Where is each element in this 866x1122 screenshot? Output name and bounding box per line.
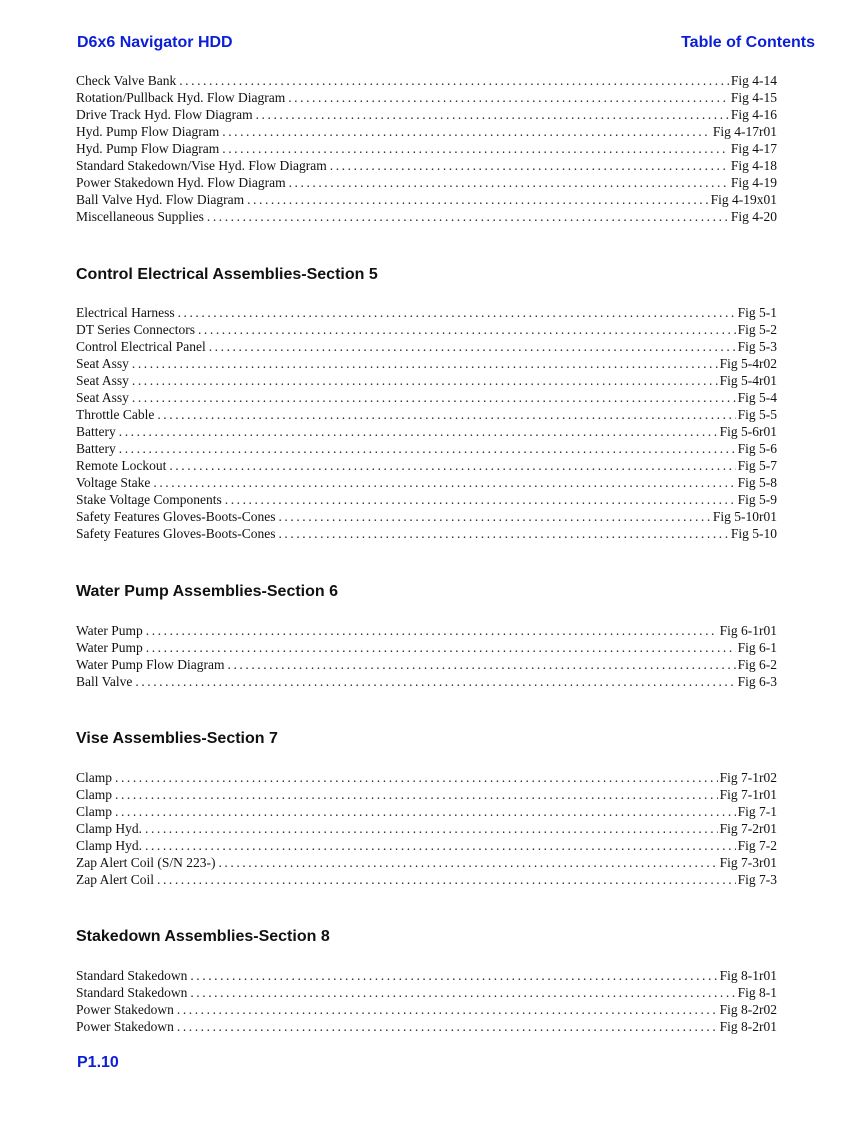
toc-entry-title: Electrical Harness xyxy=(76,305,175,320)
toc-entry-figure: Fig 4-16 xyxy=(730,107,777,122)
toc-entry[interactable] xyxy=(76,72,777,89)
toc-entry-figure: Fig 4-19 xyxy=(730,175,777,190)
toc-entry[interactable] xyxy=(76,440,777,457)
dot-leader xyxy=(157,871,736,888)
toc-entry-figure: Fig 4-14 xyxy=(730,73,777,88)
toc-entry[interactable] xyxy=(76,508,777,525)
toc-entry-figure: Fig 7-2r01 xyxy=(719,821,777,836)
toc-entry-title: Clamp xyxy=(76,804,112,819)
toc-entry[interactable] xyxy=(76,174,777,191)
toc-entry-figure: Fig 7-1 xyxy=(737,804,777,819)
dot-leader xyxy=(288,89,729,106)
toc-entry-title: Seat Assy xyxy=(76,373,129,388)
toc-entry-figure: Fig 4-19x01 xyxy=(710,192,777,207)
toc-entry-figure: Fig 8-1r01 xyxy=(719,968,777,983)
dot-leader xyxy=(207,208,729,225)
toc-entry-list xyxy=(76,967,777,1035)
toc-entry-title: Standard Stakedown xyxy=(76,968,188,983)
toc-entry-figure: Fig 5-4r02 xyxy=(719,356,777,371)
dot-leader xyxy=(135,673,735,690)
toc-entry-list xyxy=(76,72,777,225)
toc-entry[interactable] xyxy=(76,622,777,639)
toc-entry-figure: Fig 5-8 xyxy=(737,475,777,490)
toc-entry-title: Water Pump Flow Diagram xyxy=(76,657,225,672)
dot-leader xyxy=(145,837,736,854)
toc-entry[interactable] xyxy=(76,1001,777,1018)
toc-section-5 xyxy=(76,265,777,542)
toc-entry[interactable] xyxy=(76,208,777,225)
toc-entry-title: Zap Alert Coil xyxy=(76,872,154,887)
toc-entry-figure: Fig 5-1 xyxy=(737,305,777,320)
dot-leader xyxy=(222,140,729,157)
section-heading: Vise Assemblies-Section 7 xyxy=(76,730,278,747)
toc-entry-figure: Fig 8-2r01 xyxy=(719,1019,777,1034)
page-number: P1.10 xyxy=(77,1054,119,1071)
toc-entry-figure: Fig 7-3 xyxy=(737,872,777,887)
toc-section-6 xyxy=(76,582,777,690)
toc-entry[interactable] xyxy=(76,769,777,786)
toc-entry-figure: Fig 4-18 xyxy=(730,158,777,173)
toc-entry-figure: Fig 6-2 xyxy=(737,657,777,672)
toc-entry-figure: Fig 7-3r01 xyxy=(719,855,777,870)
toc-entry[interactable] xyxy=(76,474,777,491)
toc-entry-figure: Fig 6-3 xyxy=(737,674,777,689)
toc-entry-title: Battery xyxy=(76,441,116,456)
toc-entry-figure: Fig 5-10 xyxy=(730,526,777,541)
dot-leader xyxy=(146,622,718,639)
toc-entry[interactable] xyxy=(76,355,777,372)
toc-entry-title: Voltage Stake xyxy=(76,475,151,490)
toc-entry-title: Miscellaneous Supplies xyxy=(76,209,204,224)
toc-entry[interactable] xyxy=(76,803,777,820)
section-heading: Water Pump Assemblies-Section 6 xyxy=(76,583,338,600)
toc-entry[interactable] xyxy=(76,656,777,673)
toc-entry-figure: Fig 8-2r02 xyxy=(719,1002,777,1017)
dot-leader xyxy=(289,174,729,191)
dot-leader xyxy=(330,157,729,174)
toc-entry-title: Clamp Hyd. xyxy=(76,838,142,853)
toc-entry-figure: Fig 4-17r01 xyxy=(712,124,777,139)
toc-entry-title: Clamp xyxy=(76,770,112,785)
toc-entry[interactable] xyxy=(76,457,777,474)
toc-entry-figure: Fig 6-1r01 xyxy=(719,623,777,638)
toc-entry[interactable] xyxy=(76,89,777,106)
toc-entry-title: Drive Track Hyd. Flow Diagram xyxy=(76,107,253,122)
toc-entry-title: Seat Assy xyxy=(76,390,129,405)
toc-entry[interactable] xyxy=(76,321,777,338)
toc-entry-figure: Fig 5-5 xyxy=(737,407,777,422)
toc-entry-title: Power Stakedown xyxy=(76,1019,174,1034)
toc-entry[interactable] xyxy=(76,491,777,508)
toc-entry-title: Power Stakedown Hyd. Flow Diagram xyxy=(76,175,286,190)
toc-entry-figure: Fig 7-2 xyxy=(737,838,777,853)
toc-entry[interactable] xyxy=(76,854,777,871)
toc-entry[interactable] xyxy=(76,123,777,140)
dot-leader xyxy=(228,656,736,673)
toc-entry-figure: Fig 5-4 xyxy=(737,390,777,405)
toc-entry-figure: Fig 7-1r01 xyxy=(719,787,777,802)
toc-entry-list xyxy=(76,304,777,542)
toc-section-7 xyxy=(76,729,777,888)
toc-entry-figure: Fig 7-1r02 xyxy=(719,770,777,785)
section-label: Table of Contents xyxy=(681,34,815,51)
toc-continued xyxy=(76,72,777,225)
toc-entry-list xyxy=(76,622,777,690)
dot-leader xyxy=(278,525,728,542)
toc-entry-title: Hyd. Pump Flow Diagram xyxy=(76,141,220,156)
toc-entry[interactable] xyxy=(76,967,777,984)
toc-entry[interactable] xyxy=(76,820,777,837)
toc-entry-title: Seat Assy xyxy=(76,356,129,371)
toc-entry[interactable] xyxy=(76,157,777,174)
toc-entry-title: Water Pump xyxy=(76,640,143,655)
toc-entry-figure: Fig 5-6r01 xyxy=(719,424,777,439)
dot-leader xyxy=(169,457,735,474)
toc-entry-title: Rotation/Pullback Hyd. Flow Diagram xyxy=(76,90,286,105)
toc-entry[interactable] xyxy=(76,406,777,423)
toc-section-8 xyxy=(76,927,777,1035)
toc-entry-figure: Fig 5-4r01 xyxy=(719,373,777,388)
toc-entry-title: Safety Features Gloves-Boots-Cones xyxy=(76,509,276,524)
dot-leader xyxy=(145,820,718,837)
toc-entry[interactable] xyxy=(76,338,777,355)
section-heading: Control Electrical Assemblies-Section 5 xyxy=(76,266,378,283)
toc-entry-figure: Fig 4-17 xyxy=(730,141,777,156)
toc-entry-title: Water Pump xyxy=(76,623,143,638)
dot-leader xyxy=(115,769,718,786)
dot-leader xyxy=(115,803,736,820)
section-heading: Stakedown Assemblies-Section 8 xyxy=(76,928,330,945)
toc-entry-title: Power Stakedown xyxy=(76,1002,174,1017)
dot-leader xyxy=(132,355,718,372)
toc-entry-figure: Fig 5-10r01 xyxy=(712,509,777,524)
toc-entry-title: Standard Stakedown xyxy=(76,985,188,1000)
dot-leader xyxy=(157,406,735,423)
dot-leader xyxy=(179,72,729,89)
toc-entry-title: Ball Valve xyxy=(76,674,133,689)
toc-entry-title: Safety Features Gloves-Boots-Cones xyxy=(76,526,276,541)
toc-entry[interactable] xyxy=(76,673,777,690)
dot-leader xyxy=(222,123,711,140)
toc-entry-title: Hyd. Pump Flow Diagram xyxy=(76,124,220,139)
toc-entry[interactable] xyxy=(76,423,777,440)
toc-entry[interactable] xyxy=(76,786,777,803)
document-title: D6x6 Navigator HDD xyxy=(77,34,233,51)
toc-entry-title: Clamp Hyd. xyxy=(76,821,142,836)
toc-entry-title: Clamp xyxy=(76,787,112,802)
dot-leader xyxy=(146,639,736,656)
dot-leader xyxy=(198,321,736,338)
toc-entry[interactable] xyxy=(76,304,777,321)
toc-entry[interactable] xyxy=(76,106,777,123)
toc-entry-title: Check Valve Bank xyxy=(76,73,177,88)
toc-entry[interactable] xyxy=(76,389,777,406)
dot-leader xyxy=(115,786,718,803)
dot-leader xyxy=(278,508,710,525)
dot-leader xyxy=(209,338,736,355)
dot-leader xyxy=(190,984,735,1001)
toc-entry[interactable] xyxy=(76,837,777,854)
toc-entry-list xyxy=(76,769,777,888)
toc-entry-figure: Fig 4-15 xyxy=(730,90,777,105)
dot-leader xyxy=(177,1001,718,1018)
dot-leader xyxy=(119,440,736,457)
toc-entry[interactable] xyxy=(76,639,777,656)
toc-entry[interactable] xyxy=(76,525,777,542)
dot-leader xyxy=(218,854,717,871)
dot-leader xyxy=(178,304,736,321)
toc-entry[interactable] xyxy=(76,984,777,1001)
toc-entry-title: Throttle Cable xyxy=(76,407,155,422)
dot-leader xyxy=(119,423,718,440)
toc-entry[interactable] xyxy=(76,871,777,888)
dot-leader xyxy=(177,1018,718,1035)
dot-leader xyxy=(132,389,736,406)
toc-entry-figure: Fig 5-7 xyxy=(737,458,777,473)
toc-entry[interactable] xyxy=(76,1018,777,1035)
toc-entry[interactable] xyxy=(76,372,777,389)
toc-entry-title: Stake Voltage Components xyxy=(76,492,222,507)
toc-entry-title: DT Series Connectors xyxy=(76,322,195,337)
dot-leader xyxy=(256,106,729,123)
toc-entry-title: Ball Valve Hyd. Flow Diagram xyxy=(76,192,245,207)
toc-entry-title: Remote Lockout xyxy=(76,458,167,473)
dot-leader xyxy=(190,967,717,984)
toc-entry-title: Zap Alert Coil (S/N 223-) xyxy=(76,855,216,870)
dot-leader xyxy=(247,191,709,208)
toc-entry[interactable] xyxy=(76,191,777,208)
dot-leader xyxy=(153,474,735,491)
toc-entry[interactable] xyxy=(76,140,777,157)
dot-leader xyxy=(132,372,718,389)
toc-entry-figure: Fig 5-3 xyxy=(737,339,777,354)
toc-entry-title: Battery xyxy=(76,424,116,439)
toc-entry-figure: Fig 8-1 xyxy=(737,985,777,1000)
toc-entry-figure: Fig 5-9 xyxy=(737,492,777,507)
dot-leader xyxy=(225,491,736,508)
toc-entry-figure: Fig 6-1 xyxy=(737,640,777,655)
toc-entry-title: Control Electrical Panel xyxy=(76,339,206,354)
toc-entry-title: Standard Stakedown/Vise Hyd. Flow Diagram xyxy=(76,158,327,173)
toc-entry-figure: Fig 4-20 xyxy=(730,209,777,224)
toc-entry-figure: Fig 5-6 xyxy=(737,441,777,456)
toc-entry-figure: Fig 5-2 xyxy=(737,322,777,337)
